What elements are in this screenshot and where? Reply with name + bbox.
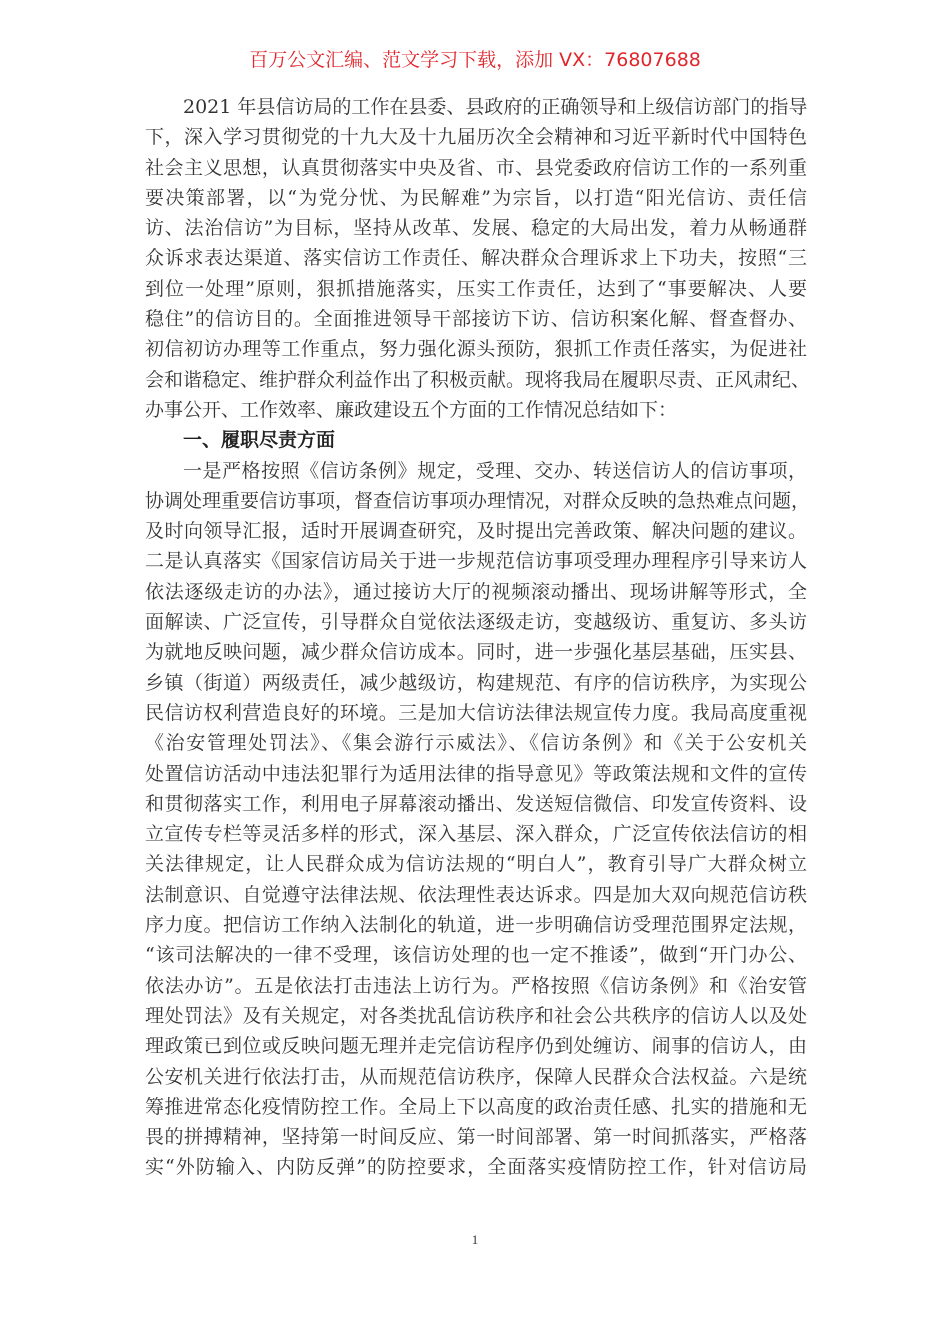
text-line: 到位一处理”原则，狠抓措施落实，压实工作责任，达到了“事要解决、人要 — [145, 277, 807, 300]
text-line: 2021 年县信访局的工作在县委、县政府的正确领导和上级信访部门的指导 — [183, 96, 808, 118]
text-line: 二是认真落实《国家信访局关于进一步规范信访事项受理办理程序引导来访人 — [145, 550, 807, 573]
page-number: 1 — [471, 1232, 479, 1247]
text-line: 处置信访活动中违法犯罪行为适用法律的指导意见》等政策法规和文件的宣传 — [145, 762, 807, 785]
text-line: 面解读、广泛宣传，引导群众自觉依法逐级走访，变越级访、重复访、多头访 — [145, 611, 807, 634]
text-line: 协调处理重要信访事项，督查信访事项办理情况，对群众反映的急热难点问题， — [145, 489, 811, 512]
text-line: 及时向领导汇报，适时开展调查研究，及时提出完善政策、解决问题的建议。 — [145, 520, 807, 543]
text-line: 民信访权利营造良好的环境。三是加大信访法律法规宣传力度。我局高度重视 — [145, 701, 807, 724]
text-line: 众诉求表达渠道、落实信访工作责任、解决群众合理诉求上下功夫，按照“三 — [145, 247, 807, 270]
text-line: 要决策部署，以“为党分忧、为民解难”为宗旨，以打造“阳光信访、责任信 — [145, 186, 807, 209]
text-line: 畏的拼搏精神，坚持第一时间反应、第一时间部署、第一时间抓落实，严格落 — [145, 1126, 807, 1149]
section-heading: 一、履职尽责方面 — [183, 429, 336, 452]
text-line: 《治安管理处罚法》、《集会游行示威法》、《信访条例》和《关于公安机关 — [145, 732, 807, 755]
text-line: 依法逐级走访的办法》，通过接访大厅的视频滚动播出、现场讲解等形式，全 — [145, 580, 807, 603]
text-line: 为就地反映问题，减少群众信访成本。同时，进一步强化基层基础，压实县、 — [145, 641, 807, 664]
text-line: 筹推进常态化疫情防控工作。全局上下以高度的政治责任感、扎实的措施和无 — [145, 1095, 807, 1118]
text-line: “该司法解决的一律不受理，该信访处理的也一定不推诿”，做到“开门办公、 — [145, 944, 807, 967]
text-line: 理政策已到位或反映问题无理并走完信访程序仍到处缠访、闹事的信访人，由 — [145, 1035, 807, 1058]
text-line: 访、法治信访”为目标，坚持从改革、发展、稳定的大局出发，着力从畅通群 — [145, 217, 807, 240]
watermark-header: 百万公文汇编、范文学习下载，添加 VX：76807688 — [249, 49, 701, 71]
text-line: 会和谐稳定、维护群众利益作出了积极贡献。现将我局在履职尽责、正风肃纪、 — [145, 368, 811, 391]
text-line: 立宣传专栏等灵活多样的形式，深入基层、深入群众，广泛宣传依法信访的相 — [145, 823, 807, 846]
text-line: 一是严格按照《信访条例》规定，受理、交办、转送信访人的信访事项， — [183, 459, 807, 482]
text-line: 理处罚法》及有关规定，对各类扰乱信访秩序和社会公共秩序的信访人以及处 — [145, 1004, 807, 1027]
text-line: 关法律规定，让人民群众成为信访法规的“明白人”，教育引导广大群众树立 — [145, 853, 807, 876]
text-line: 依法办访”。五是依法打击违法上访行为。严格按照《信访条例》和《治安管 — [145, 974, 807, 997]
text-line: 实“外防输入、内防反弹”的防控要求，全面落实疫情防控工作，针对信访局 — [145, 1156, 807, 1179]
text-line: 法制意识、自觉遵守法律法规、依法理性表达诉求。四是加大双向规范信访秩 — [145, 883, 807, 906]
text-line: 和贯彻落实工作，利用电子屏幕滚动播出、发送短信微信、印发宣传资料、设 — [145, 792, 807, 815]
text-line: 办事公开、工作效率、廉政建设五个方面的工作情况总结如下： — [145, 398, 678, 421]
text-line: 下，深入学习贯彻党的十九大及十九届历次全会精神和习近平新时代中国特色 — [145, 126, 807, 149]
text-line: 初信初访办理等工作重点，努力强化源头预防，狠抓工作责任落实，为促进社 — [145, 338, 807, 361]
document-body — [145, 92, 811, 1183]
text-line: 乡镇（街道）两级责任，减少越级访，构建规范、有序的信访秩序，为实现公 — [145, 671, 807, 694]
text-line: 社会主义思想，认真贯彻落实中央及省、市、县党委政府信访工作的一系列重 — [145, 156, 807, 179]
text-line: 公安机关进行依法打击，从而规范信访秩序，保障人民群众合法权益。六是统 — [145, 1065, 807, 1088]
text-line: 序力度。把信访工作纳入法制化的轨道，进一步明确信访受理范围界定法规， — [145, 914, 807, 937]
text-line: 稳住”的信访目的。全面推进领导干部接访下访、信访积案化解、督查督办、 — [145, 308, 807, 331]
